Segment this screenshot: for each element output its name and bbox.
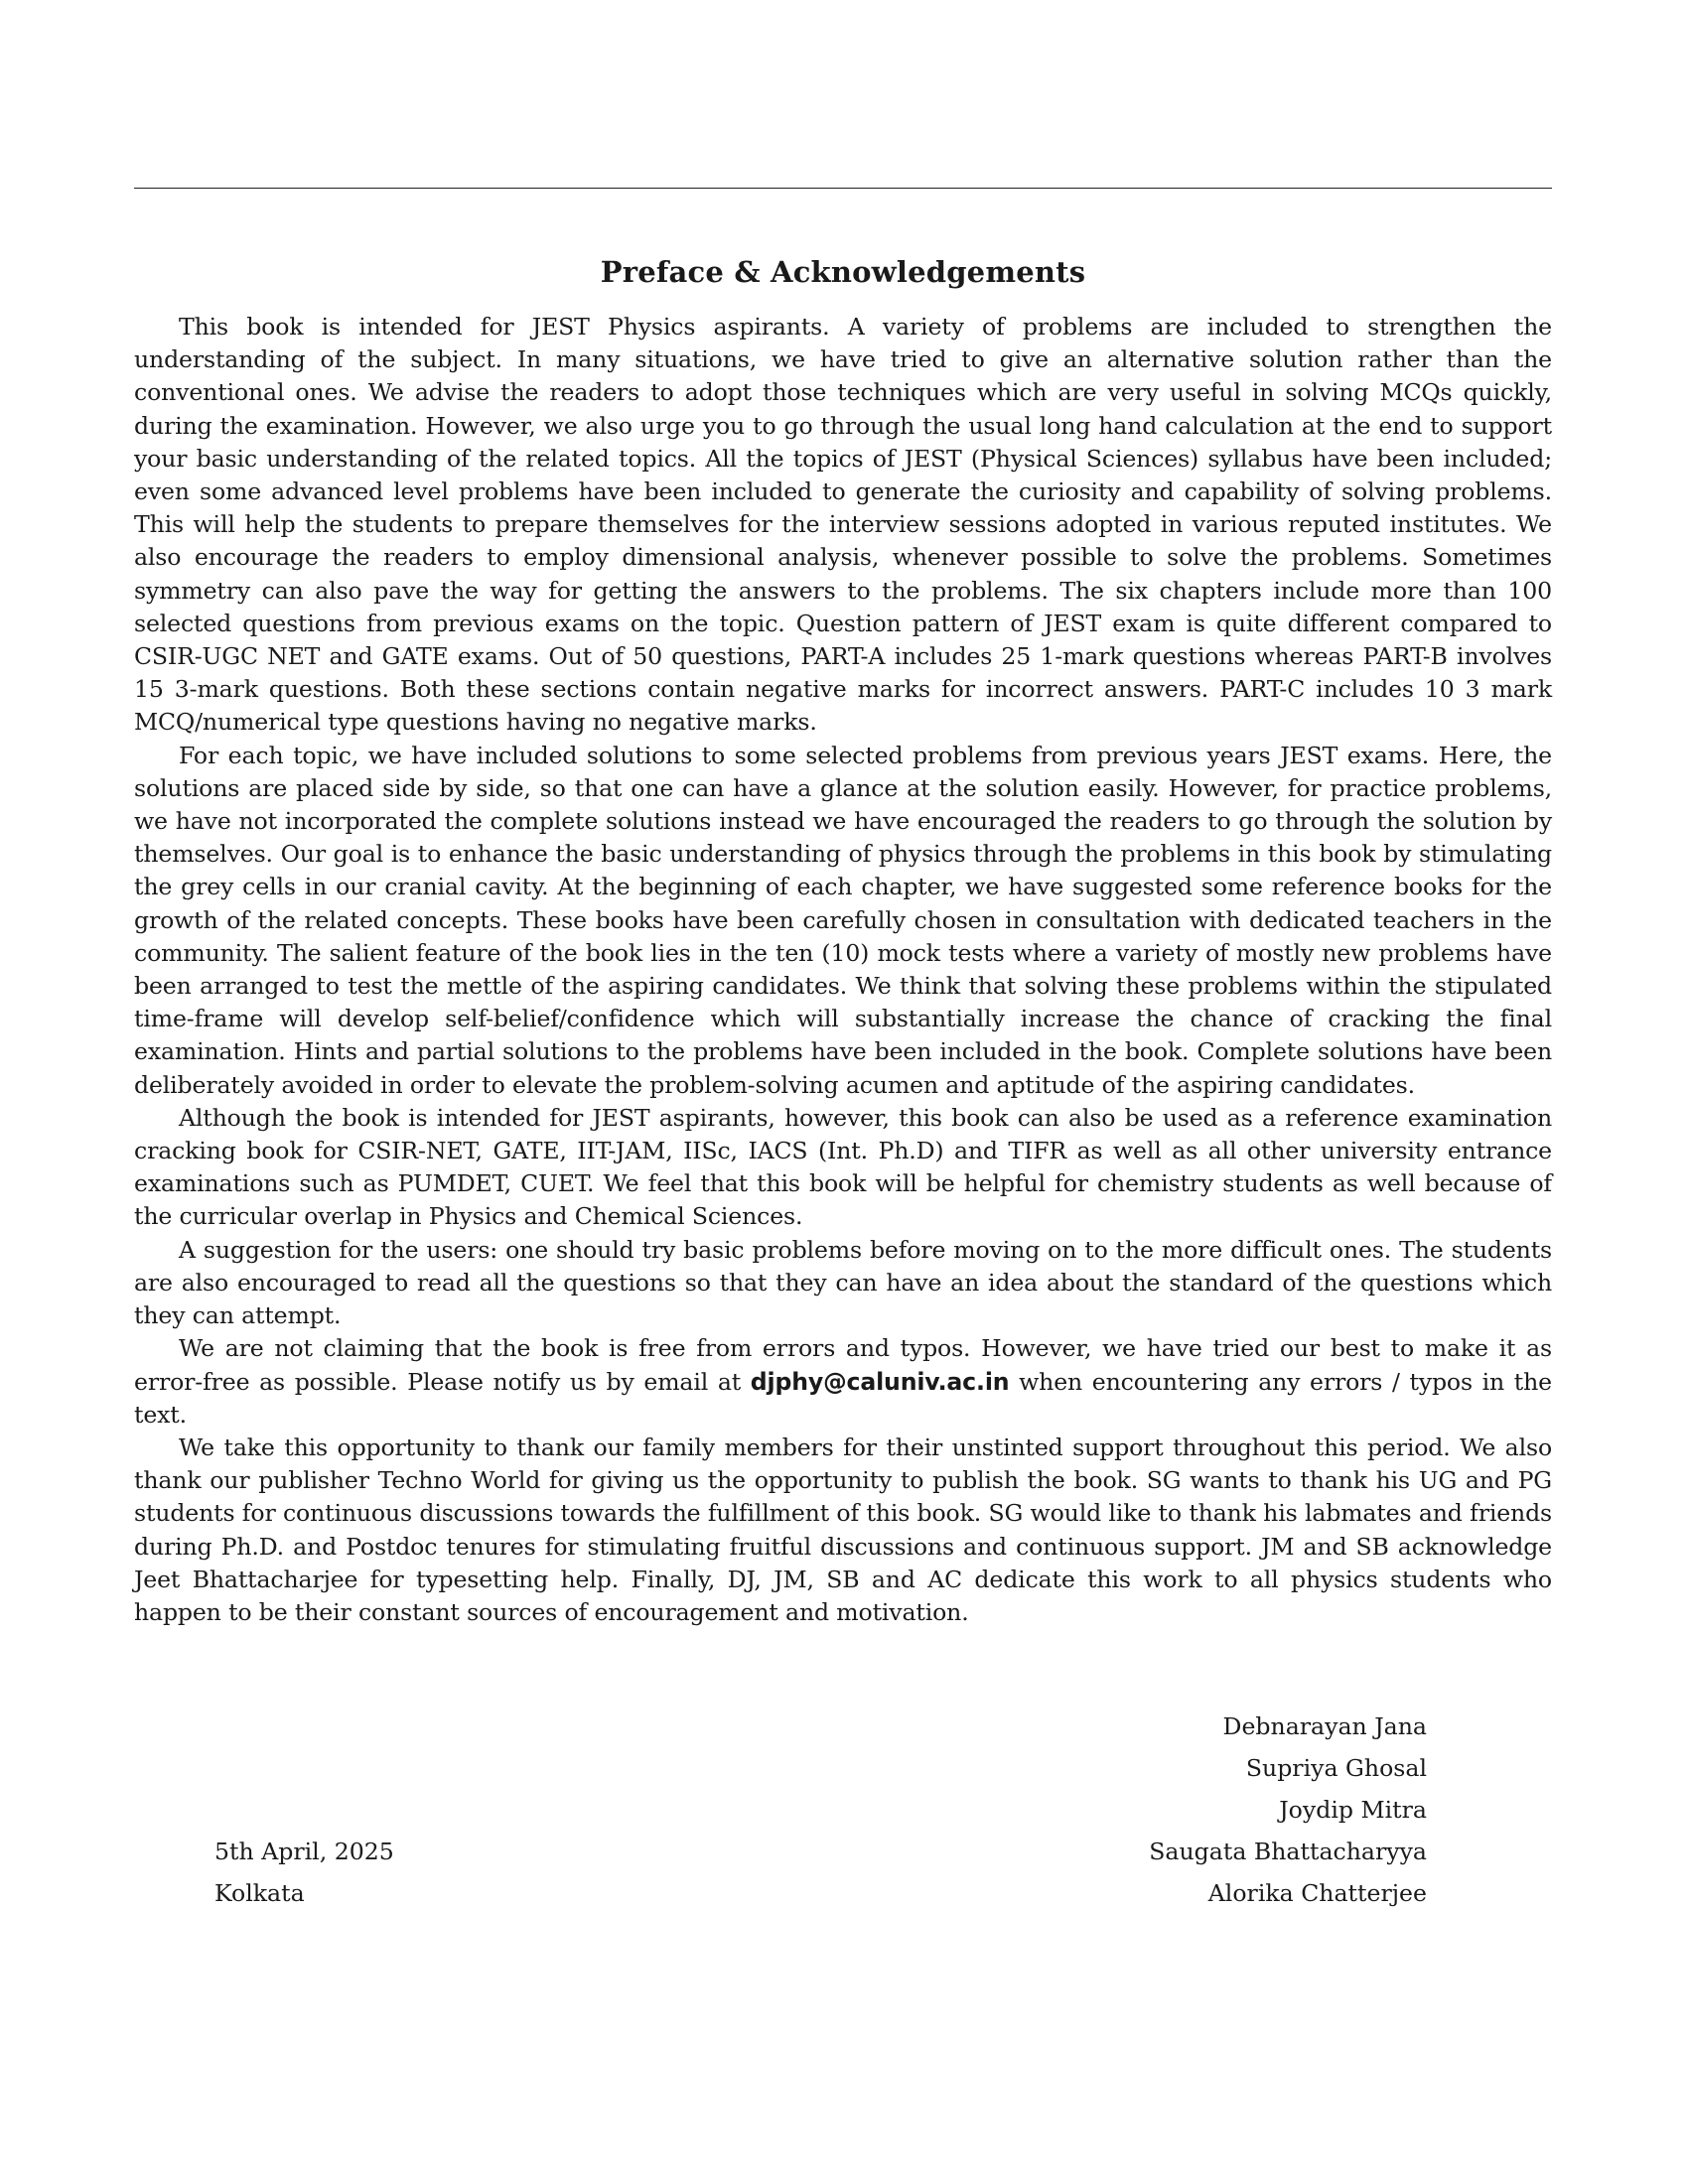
header-rule (134, 188, 1552, 189)
author-name: Debnarayan Jana (1222, 1712, 1427, 1740)
author-name: Supriya Ghosal (1245, 1754, 1427, 1782)
date-place-block (214, 1831, 394, 1914)
author-name: Alorika Chatterjee (1207, 1879, 1427, 1907)
author-name: Joydip Mitra (1279, 1796, 1427, 1824)
errors-text-after: when encountering any errors / typos in the text. (134, 1367, 1552, 1429)
date: 5th April, 2025 (214, 1838, 394, 1865)
paragraph-acknowledgements: We take this opportunity to thank our family members for their unstinted support throughout this period. We also thank our publisher Techno World for giving us the opportunity to publish the book. SG wants to thank his UG and PG students for continuous discussions towards the fulfillment of this book. SG would like to thank his labmates and friends during Ph.D. and Postdoc tenures for stimulating fruitful discussions and continuous support. JM and SB acknowledge Jeet Bhattacharjee for typesetting help. Finally, DJ, JM, SB and AC dedicate this work to all physics students who happen to be their constant sources of encouragement and motivation. (134, 1433, 1552, 1626)
paragraph-suggestion: A suggestion for the users: one should try basic problems before moving on to the more difficult ones. The students are also encouraged to read all the questions so that they can have an idea about the standard of the questions which they can attempt. (134, 1235, 1552, 1330)
preface-body (134, 311, 1552, 1629)
paragraph-intro: This book is intended for JEST Physics aspirants. A variety of problems are included to strengthen the understanding of the subject. In many situations, we have tried to give an alternative solution rather than the conventional ones. We advise the readers to adopt those techniques which are very useful in solving MCQs quickly, during the examination. However, we also urge you to go through the usual long hand calculation at the end to support your basic understanding of the related topics. All the topics of JEST (Physical Sciences) syllabus have been included; even some advanced level problems have been included to generate the curiosity and capability of solving problems. This will help the students to prepare themselves for the interview sessions adopted in various reputed institutes. We also encourage the readers to employ dimensional analysis, whenever possible to solve the problems. Sometimes symmetry can also pave the way for getting the answers to the problems. The six chapters include more than 100 selected questions from previous exams on the topic. Question pattern of JEST exam is quite different compared to CSIR-UGC NET and GATE exams. Out of 50 questions, PART-A includes 25 1-mark questions whereas PART-B involves 15 3-mark questions. Both these sections contain negative marks for incorrect answers. PART-C includes 10 3 mark MCQ/numerical type questions having no negative marks. (134, 313, 1552, 737)
page-title: Preface & Acknowledgements (600, 255, 1086, 289)
author-list (1149, 1706, 1427, 1914)
errors-text-before: We are not claiming that the book is free from errors and typos. However, we have tried our best to make it as error-free as possible. Please notify us by email at (134, 1334, 1552, 1396)
paragraph-solutions: For each topic, we have included solutions to some selected problems from previous years JEST exams. Here, the solutions are placed side by side, so that one can have a glance at the solution easily. However, for practice problems, we have not incorporated the complete solutions instead we have encouraged the readers to go through the solution by themselves. Our goal is to enhance the basic understanding of physics through the problems in this book by stimulating the grey cells in our cranial cavity. At the beginning of each chapter, we have suggested some reference books for the growth of the related concepts. These books have been carefully chosen in consultation with dedicated teachers in the community. The salient feature of the book lies in the ten (10) mock tests where a variety of mostly new problems have been arranged to test the mettle of the aspiring candidates. We think that solving these problems within the stipulated time-frame will develop self-belief/confidence which will substantially increase the chance of cracking the final examination. Hints and partial solutions to the problems have been included in the book. Complete solutions have been deliberately avoided in order to elevate the problem-solving acumen and aptitude of the aspiring candidates. (134, 741, 1552, 1099)
author-name: Saugata Bhattacharyya (1149, 1838, 1427, 1865)
place: Kolkata (214, 1879, 305, 1907)
paragraph-errors (134, 1332, 1552, 1432)
contact-email: djphy@caluniv.ac.in (750, 1367, 1010, 1396)
paragraph-audience: Although the book is intended for JEST aspirants, however, this book can also be used as a reference examination cracking book for CSIR-NET, GATE, IIT-JAM, IISc, IACS (Int. Ph.D) and TIFR as well as all other university entrance examinations such as PUMDET, CUET. We feel that this book will be helpful for chemistry students as well because of the curricular overlap in Physics and Chemical Sciences. (134, 1103, 1552, 1231)
